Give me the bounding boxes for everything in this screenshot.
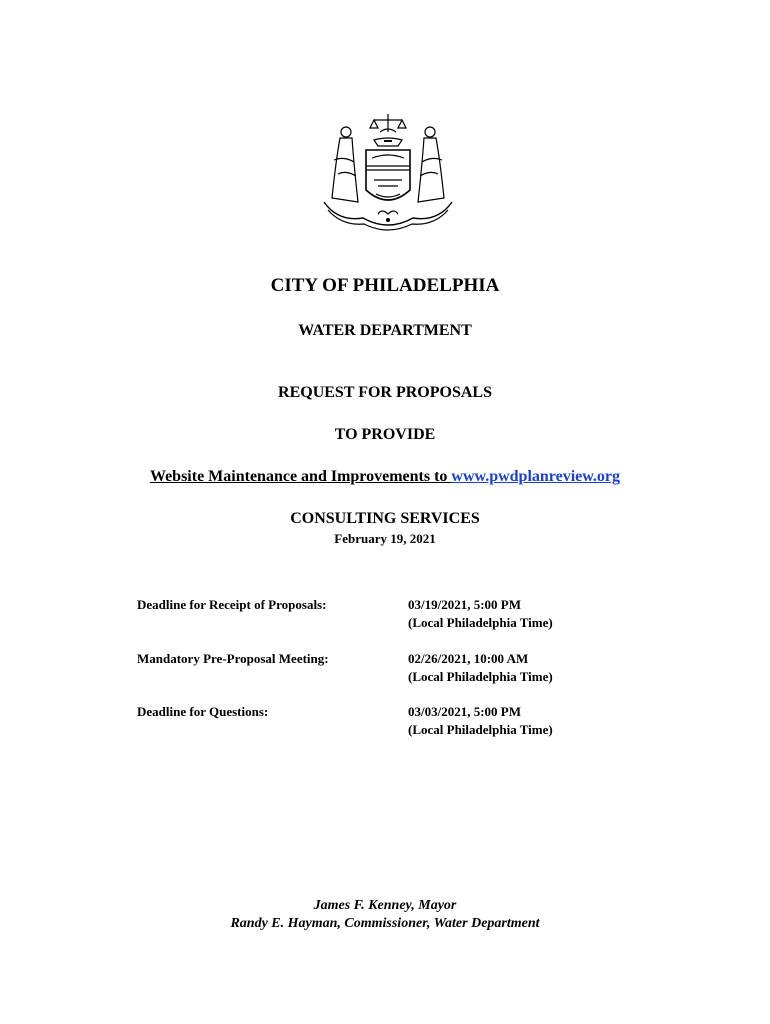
deadline-datetime: 03/03/2021, 5:00 PM xyxy=(408,704,522,719)
page-title: CITY OF PHILADELPHIA xyxy=(270,275,500,296)
city-seal-logo xyxy=(318,110,458,235)
deadline-timezone-note: (Local Philadelphia Time) xyxy=(408,669,553,684)
deadline-row xyxy=(0,650,770,690)
deadline-datetime: 02/26/2021, 10:00 AM xyxy=(408,651,529,666)
project-website-link[interactable]: www.pwdplanreview.org xyxy=(451,468,621,485)
deadline-value xyxy=(408,703,553,739)
deadline-timezone-note: (Local Philadelphia Time) xyxy=(408,722,553,737)
issue-date: February 19, 2021 xyxy=(334,531,436,546)
deadline-label: Deadline for Questions: xyxy=(137,704,269,719)
department-heading: WATER DEPARTMENT xyxy=(298,322,472,339)
deadline-value xyxy=(408,650,553,686)
mayor-signatory: James F. Kenney, Mayor xyxy=(313,898,457,913)
deadline-value xyxy=(408,596,553,632)
deadline-label: Deadline for Receipt of Proposals: xyxy=(137,597,327,612)
project-title-prefix: Website Maintenance and Improvements to xyxy=(149,468,452,485)
service-type-heading: CONSULTING SERVICES xyxy=(290,510,480,527)
deadline-timezone-note: (Local Philadelphia Time) xyxy=(408,615,553,630)
project-title xyxy=(0,468,770,486)
commissioner-signatory: Randy E. Hayman, Commissioner, Water Department xyxy=(230,916,540,931)
rfp-heading: REQUEST FOR PROPOSALS xyxy=(278,384,492,401)
deadline-row xyxy=(0,703,770,743)
deadline-datetime: 03/19/2021, 5:00 PM xyxy=(408,597,522,612)
deadline-row xyxy=(0,596,770,636)
deadline-label: Mandatory Pre-Proposal Meeting: xyxy=(137,651,329,666)
to-provide-heading: TO PROVIDE xyxy=(334,426,436,443)
